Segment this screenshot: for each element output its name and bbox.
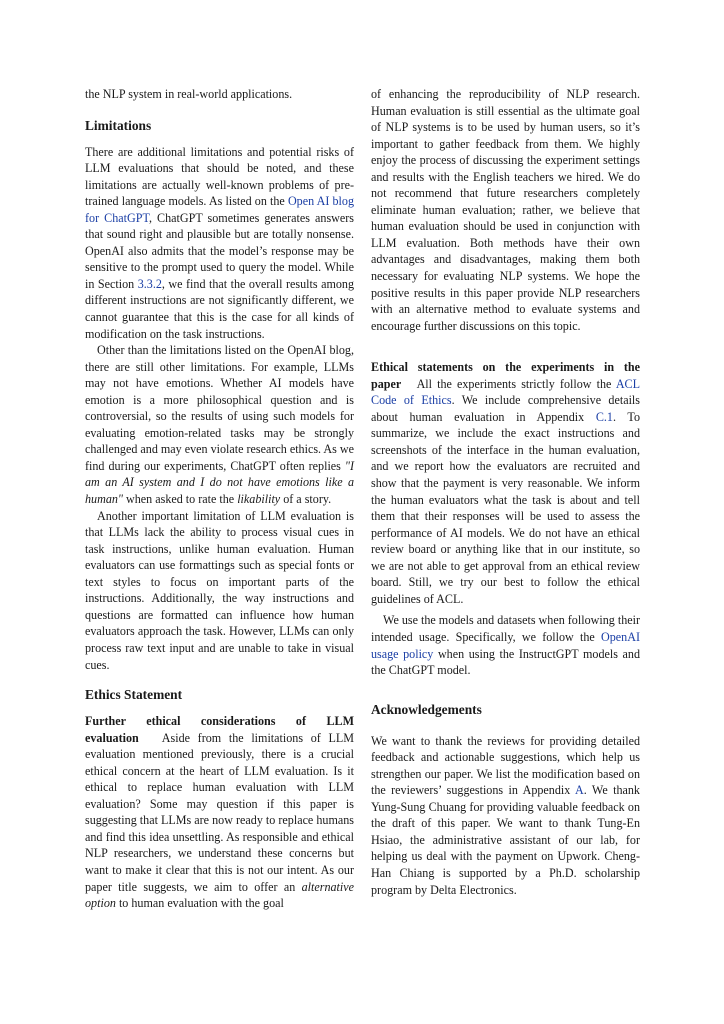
ethics-paragraph-continued: of enhancing the reproducibility of NLP research. Human evaluation is still essential as the ultimate goal of NLP systems is to be used by human users, so it’s important to gather feedback from them. We highly enjoy the process of discussing the experiment settings and results with the English teachers we hired. We do not recommend that future researchers completely eliminate human evaluation; rather, we believe that human evaluation should be used in conjunction with LLM evaluation. Both methods have their own advantages and disadvantages, making them both necessary for evaluating NLP systems. We hope the positive results in this paper provide NLP researchers with an alternative method to evaluate systems and encourage further discussions on this topic. [371, 87, 640, 333]
appendix-a-link[interactable]: A [575, 783, 584, 798]
limitations-paragraph-1: There are additional limitations and potential risks of LLM evaluations that should be noted, and these limitations are actually well-known problems of pre-trained language models. As listed on the Open AI blog for ChatGPT, ChatGPT sometimes generates answers that sound right and plausible but are totally nonsense. OpenAI also admits that the model’s response may be sensitive to the prompt used to query the model. While in Section 3.3.2, we find that the overall results among different instructions are not significantly different, we cannot guarantee that this is the case for all kinds of modification on the task instructions. [85, 144, 355, 341]
intro-line: the NLP system in real-world applications. [85, 87, 293, 101]
right-column [371, 86, 640, 898]
acknowledgements-paragraph: We want to thank the reviews for providing detailed feedback and actionable suggestions, which help us strengthen our paper. We list the modification based on the reviewers’ suggestions in Appendix A. We thank Yung-Sung Chuang for providing valuable feedback on the draft of this paper. We want to thank Tung-En Hsiao, the administrative assistant of our lab, for helping us deal with the payment on Upwork. Cheng-Han Chiang is supported by a Ph.D. scholarship program by Delta Electronics. [371, 733, 640, 897]
appendix-c1-link[interactable]: C.1 [595, 409, 613, 424]
ethics-paragraph-head: Further ethical considerations of LLM evaluation [85, 714, 354, 745]
ethics-heading: Ethics Statement [85, 687, 183, 703]
openai-usage-policy-link[interactable]: OpenAI usage policy [371, 629, 640, 661]
limitations-paragraph-2: Other than the limitations listed on the OpenAI blog, there are still other limitations. For example, LLMs may not have emotions. Whether AI models have emotion is a more philosophical question and is controversial, so the results of using such models for evaluating emotion-related tasks may be strongly challenged and may even violate research ethics. As we find during our experiments, ChatGPT often replies "I am an AI system and I do not have emotions like a human" when asked to rate the likability of a story. [85, 343, 354, 507]
ethics-paragraph-1: Further ethical considerations of LLM evaluation Aside from the limitations of LLM evaluation mentioned previously, there is a crucial ethical concern at the heart of LLM evaluation. Is it ethical to replace human evaluation with LLM evaluation? Some may question if this paper is suggesting that LLMs are now ready to replace humans and find this idea unsettling. As responsible and ethical NLP researchers, we understand these concerns but want to make it clear that this is not our intent. As our paper title suggests, we aim to offer an alternative option to human evaluation with the goal [85, 714, 355, 911]
ethical-experiments-head: Ethical statements on the experiments in the paper [371, 360, 640, 391]
limitations-paragraph-3: Another important limitation of LLM evaluation is that LLMs lack the ability to process visual cues in task instructions, unlike human evaluation. Human evaluators can use formattings such as special fonts or text styles to focus on important parts of the instructions. Additionally, the way instructions and questions are formatted can influence how human evaluators approach the task. However, LLMs can only process raw text input and are unable to take in visual cues. [85, 508, 354, 672]
openai-blog-link[interactable]: Open AI blog for ChatGPT [85, 194, 354, 225]
left-column [85, 86, 354, 912]
section-ref-link[interactable]: 3.3.2 [137, 276, 162, 291]
acl-code-of-ethics-link[interactable]: ACL Code of Ethics [371, 376, 640, 408]
limitations-heading: Limitations [85, 117, 152, 133]
usage-paragraph: We use the models and datasets when following their intended usage. Specifically, we follow the OpenAI usage policy when using the InstructGPT models and the ChatGPT model. [371, 613, 640, 678]
ethical-experiments-paragraph: Ethical statements on the experiments in the paper All the experiments strictly follow the ACL Code of Ethics. We include comprehensive details about human evaluation in Appendix C.1. To summarize, we include the exact instructions and screenshots of the interface in the human evaluation, and we report how the evaluators are recruited and show that the payment is very reasonable. We inform the human evaluators what the task is about and tell them that their responses will be used to assess the performance of AI models. We do not have an ethical review board or anything like that in our institute, so we are not able to get approval from an ethical review board. Still, we try our best to follow the ethical guidelines of ACL. [371, 360, 640, 606]
acknowledgements-heading: Acknowledgements [371, 701, 482, 717]
